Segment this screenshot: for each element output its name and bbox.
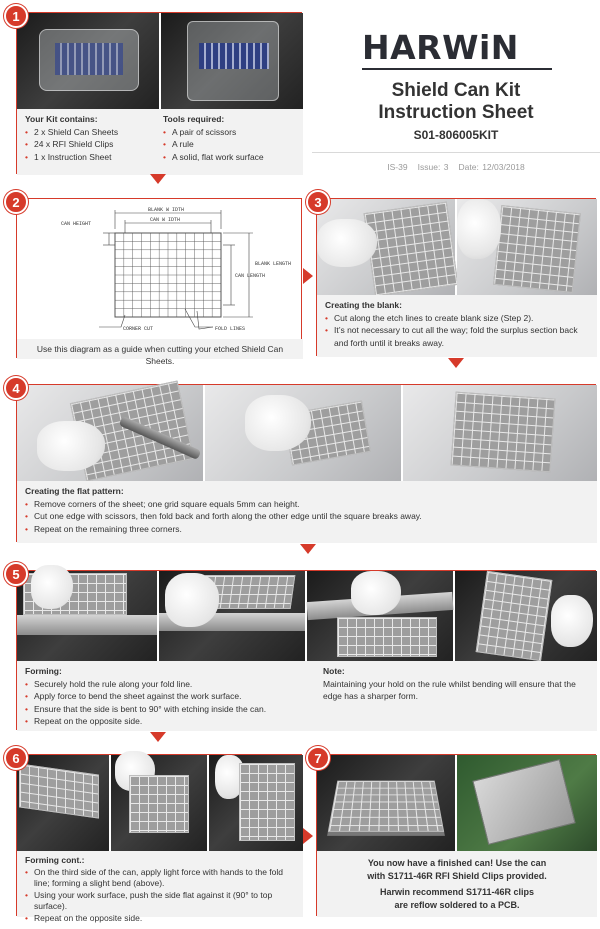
page-title xyxy=(320,80,592,124)
rule-hold-photo xyxy=(307,571,453,661)
step-number-3: 3 xyxy=(306,190,330,214)
title-line1: Shield Can Kit xyxy=(391,80,521,101)
finished-can-photo xyxy=(317,755,455,851)
push-flat-photo xyxy=(111,755,207,851)
step5-item: • Ensure that the side is bent to 90° with etching inside the can. xyxy=(25,703,315,716)
side-formed-photo xyxy=(209,755,303,851)
step3-item: • Cut along the etch lines to create blank size (Step 2). xyxy=(325,312,589,325)
tool-item: • A rule xyxy=(163,138,297,151)
kit-box-photo-closed xyxy=(17,13,159,109)
logo-underline xyxy=(362,68,552,70)
diagram-label-blank-width: BLANK W IDTH xyxy=(148,207,185,213)
step6-item: • Repeat on the opposite side. xyxy=(25,913,295,925)
tool-item: • A solid, flat work surface xyxy=(163,151,297,164)
doc-info xyxy=(320,162,592,172)
part-number: S01-806005KIT xyxy=(413,128,499,142)
note-heading: Note: xyxy=(323,666,345,676)
step-number-1: 1 xyxy=(4,4,28,28)
step3-text xyxy=(317,295,597,357)
light-bend-photo xyxy=(17,755,109,851)
arrow-down-icon xyxy=(448,358,464,368)
step-number-5: 5 xyxy=(4,562,28,586)
cutting-diagram xyxy=(17,199,303,339)
step2-caption: Use this diagram as a guide when cutting your etched Shield Can Sheets. xyxy=(17,339,303,359)
step6-item: • Using your work surface, push the side flat against it (90° to top surface). xyxy=(25,890,295,913)
kit-item: • 1 x Instruction Sheet xyxy=(25,151,155,164)
step4-text xyxy=(17,481,597,543)
arrow-right-icon xyxy=(303,828,313,844)
step7-panel xyxy=(316,754,596,916)
arrow-down-icon xyxy=(300,544,316,554)
step4-item: • Remove corners of the sheet; one grid square equals 5mm can height. xyxy=(25,498,589,511)
recommend-line1: Harwin recommend S1711-46R clips xyxy=(379,887,535,897)
step2-panel xyxy=(16,198,302,366)
step5-item: • Repeat on the opposite side. xyxy=(25,715,315,728)
step1-panel xyxy=(16,12,302,174)
step6-panel xyxy=(16,754,302,923)
doc-number: IS-39 xyxy=(387,162,408,172)
diagram-label-can-width: CAN W IDTH xyxy=(150,217,181,223)
arrow-down-icon xyxy=(150,174,166,184)
bending-sheet-photo xyxy=(159,571,305,661)
cutting-sheet-photo xyxy=(317,199,455,295)
step3-panel xyxy=(316,198,596,356)
tools-heading: Tools required: xyxy=(163,114,225,124)
breaking-surplus-photo xyxy=(457,199,597,295)
step3-item: • It’s not necessary to cut all the way; fold the surplus section back and forth until it breaks away. xyxy=(325,324,589,349)
diagram-label-corner-cut: CORNER CUT xyxy=(123,326,154,332)
recommend-line2: are reflow soldered to a PCB. xyxy=(394,899,520,910)
kit-box-photo-open xyxy=(161,13,303,109)
step1-text xyxy=(17,109,303,175)
step-number-4: 4 xyxy=(4,376,28,400)
diagram-label-can-length: CAN LENGTH xyxy=(235,273,266,279)
note-text: Maintaining your hold on the rule whilst bending will ensure that the edge has a sharper form. xyxy=(323,678,576,701)
step5-text xyxy=(17,661,597,731)
step7-text xyxy=(317,851,597,917)
header-divider xyxy=(312,152,600,153)
kit-item: • 2 x Shield Can Sheets xyxy=(25,126,155,139)
harwin-logo: HARWiN xyxy=(362,28,519,67)
step4-panel xyxy=(16,384,596,542)
issue-date: Date: 12/03/2018 xyxy=(458,162,525,172)
issue-number: Issue: 3 xyxy=(417,162,449,172)
step5-heading: Forming: xyxy=(25,666,62,676)
flat-pattern-photo xyxy=(403,385,597,481)
step5-panel xyxy=(16,570,596,730)
step3-heading: Creating the blank: xyxy=(325,300,402,310)
step4-heading: Creating the flat pattern: xyxy=(25,486,124,496)
arrow-right-icon xyxy=(303,268,313,284)
kit-item: • 24 x RFI Shield Clips xyxy=(25,138,155,151)
step6-text xyxy=(17,851,303,923)
step4-item: • Cut one edge with scissors, then fold back and forth along the other edge until the square breaks away. xyxy=(25,510,589,523)
rule-on-fold-photo xyxy=(17,571,157,661)
tool-item: • A pair of scissors xyxy=(163,126,297,139)
can-on-pcb-photo xyxy=(457,755,597,851)
step6-heading: Forming cont.: xyxy=(25,855,85,865)
step4-item: • Repeat on the remaining three corners. xyxy=(25,523,589,536)
diagram-label-blank-length: BLANK LENGTH xyxy=(255,261,292,267)
step5-item: • Apply force to bend the sheet against the work surface. xyxy=(25,690,315,703)
kit-heading: Your Kit contains: xyxy=(25,114,98,124)
finish-line1: You now have a finished can! Use the can xyxy=(367,858,547,868)
step-number-2: 2 xyxy=(4,190,28,214)
step-number-6: 6 xyxy=(4,746,28,770)
diagram-label-can-height: CAN HEIGHT xyxy=(61,221,92,227)
step6-item: • On the third side of the can, apply light force with hands to the fold line; forming a slight bend (above). xyxy=(25,867,295,890)
fold-corner-photo xyxy=(205,385,401,481)
scissors-cut-photo xyxy=(17,385,203,481)
finish-line2: with S1711-46R RFI Shield Clips provided. xyxy=(367,870,547,881)
diagram-label-fold-lines: FOLD LINES xyxy=(215,326,246,332)
arrow-down-icon xyxy=(150,732,166,742)
title-line2: Instruction Sheet xyxy=(378,102,534,123)
bent-side-photo xyxy=(455,571,597,661)
step-number-7: 7 xyxy=(306,746,330,770)
step5-item: • Securely hold the rule along your fold line. xyxy=(25,678,315,691)
